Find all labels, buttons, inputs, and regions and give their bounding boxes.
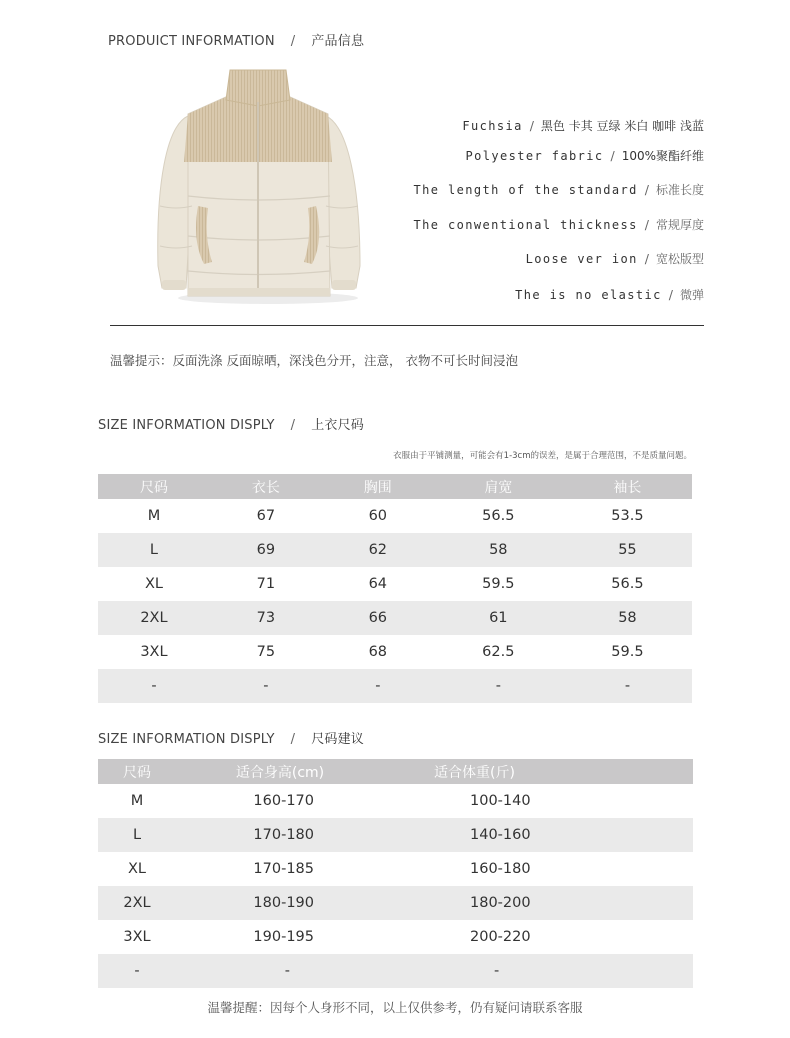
table-row [98,567,692,601]
header-cell: 胸围 [322,474,434,499]
table-row [98,852,693,886]
spec-fit [526,250,704,267]
table-cell: 68 [368,644,388,660]
table-cell: - [384,954,693,988]
size-title-en: SIZE INFORMATION DISPLY [98,418,275,433]
spec-sep: / [668,287,673,302]
product-title-cn: 产品信息 [311,34,365,49]
table-cell: 67 [256,508,276,524]
table-row [98,601,692,635]
table-cell: L [98,533,210,567]
spec-cn: 宽松版型 [655,252,704,266]
table-cell: 180-190 [176,886,384,920]
table-cell: XL [127,861,146,877]
table-header-row [98,759,693,784]
table-cell: L [98,818,176,852]
spec-cn: 微弹 [679,288,704,302]
spec-fabric [465,147,704,164]
product-title-en: PRODUICT INFORMATION [108,34,275,49]
size-table [98,474,692,703]
measurement-note: 衣服由于平铺测量，可能会有1-3cm的误差，是属于合理范围，不是质量问题。 [393,451,692,461]
spec-sep: / [644,251,649,266]
table-row [98,954,693,988]
size-section-title [98,414,364,433]
table-cell: - [176,954,384,988]
table-cell: - [98,669,210,703]
table-cell: - [210,669,322,703]
table-cell: - [322,669,434,703]
size-title-cn: 上衣尺码 [311,418,365,433]
table-cell: 53.5 [611,508,644,524]
table-cell: 160-180 [470,861,531,877]
header-cell: 衣长 [210,474,322,499]
table-cell: XL [144,576,163,592]
table-cell: 62 [322,533,434,567]
table-cell: 170-185 [253,861,314,877]
table-row [98,669,692,703]
table-cell: M [130,793,144,809]
table-cell: 58 [434,533,563,567]
header-cell: 适合身高(cm) [176,759,384,784]
header-cell: 尺码 [98,759,176,784]
title-slash: / [290,418,296,433]
spec-length [414,181,704,198]
advice-section-title [98,728,364,747]
table-cell: 56.5 [482,508,515,524]
table-cell: 60 [368,508,388,524]
spec-en: Fuchsia [462,119,523,133]
table-cell: 64 [368,576,388,592]
size-advice-table [98,759,693,988]
table-cell: 160-170 [253,793,314,809]
spec-en: The conwentional thickness [413,218,638,232]
header-cell: 适合体重(斤) [384,759,693,784]
table-cell: 59.5 [482,576,515,592]
table-cell: 58 [563,601,692,635]
table-cell: 61 [434,601,563,635]
spec-cn: 100%聚酯纤维 [621,149,704,163]
table-cell: 140-160 [384,818,693,852]
table-cell: 73 [210,601,322,635]
advice-title-cn: 尺码建议 [311,732,365,747]
table-cell: 62.5 [482,644,515,660]
table-row [98,533,692,567]
table-cell: 2XL [98,601,210,635]
spec-en: Polyester fabric [465,149,604,163]
table-header-row [98,474,692,499]
table-cell: M [147,508,161,524]
footer-tip: 温馨提醒：因每个人身形不同，以上仅供参考，仍有疑问请联系客服 [207,1000,583,1015]
spec-sep: / [644,182,649,197]
jacket-product-image [148,66,370,310]
table-cell: 66 [322,601,434,635]
table-cell: 69 [210,533,322,567]
table-row [98,886,693,920]
table-cell: - [98,954,176,988]
product-section-title [108,30,364,49]
table-cell: - [434,669,563,703]
spec-en: Loose ver ion [525,252,638,266]
spec-color [462,117,704,134]
table-cell: 2XL [98,886,176,920]
table-cell: 3XL [123,929,151,945]
header-cell: 尺码 [98,474,210,499]
spec-en: The is no elastic [515,288,662,302]
spec-en: The length of the standard [413,183,638,197]
table-cell: 71 [256,576,276,592]
table-cell: 200-220 [470,929,531,945]
title-slash: / [290,732,296,747]
advice-title-en: SIZE INFORMATION DISPLY [98,732,275,747]
table-row [98,784,693,818]
table-cell: 170-180 [176,818,384,852]
table-row [98,818,693,852]
section-divider [110,325,704,326]
table-cell: - [563,669,692,703]
table-cell: 59.5 [611,644,644,660]
table-cell: 55 [563,533,692,567]
spec-cn: 常规厚度 [655,218,704,232]
spec-thickness [414,216,704,233]
spec-elastic [515,286,704,303]
table-row [98,635,692,669]
table-row [98,920,693,954]
spec-cn: 黑色 卡其 豆绿 米白 咖啡 浅蓝 [540,119,704,133]
wash-tip: 温馨提示：反面洗涤 反面晾晒，深浅色分开，注意， 衣物不可长时间浸泡 [110,353,518,368]
spec-cn: 标准长度 [655,183,704,197]
header-cell: 袖长 [563,474,692,499]
table-cell: 190-195 [253,929,314,945]
spec-sep: / [644,217,649,232]
header-cell: 肩宽 [434,474,563,499]
table-cell: 75 [256,644,276,660]
spec-sep: / [529,118,534,133]
table-row [98,499,692,533]
table-cell: 3XL [140,644,168,660]
table-cell: 180-200 [384,886,693,920]
table-cell: 56.5 [611,576,644,592]
title-slash: / [290,34,296,49]
table-cell: 100-140 [470,793,531,809]
spec-sep: / [610,148,615,163]
